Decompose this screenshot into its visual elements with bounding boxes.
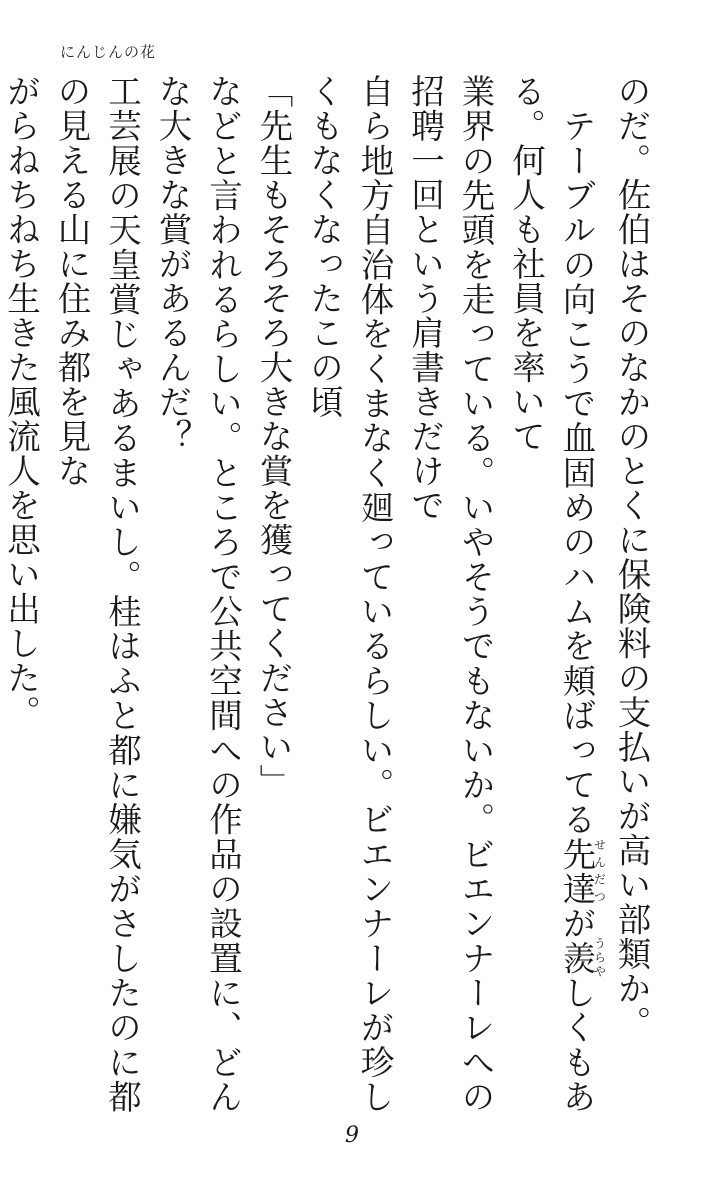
text-line: 「先生もそろそろ大きな賞を獲ってください」: [254, 74, 293, 799]
ruby-urayamashi: 羨うらや: [557, 937, 607, 980]
text-line: 業界の先頭を走っている。いやそうでもないか。ビエンナーレへの招聘一回という肩書きだけで: [405, 74, 495, 1114]
text-line: のだ。佐伯はそのなかのとくに保険料の支払いが高い部類か。: [612, 74, 651, 1040]
text-line: がらねちねち生きた風流人を思い出した。: [1, 74, 41, 730]
ruby-sendatsu: 先達せんだつ: [557, 836, 607, 907]
running-head: にんじんの花: [60, 43, 157, 61]
text-line: 工芸展の天皇賞じゃあるまいし。桂はふと都に嫌気がさしたのに都の見える山に住み都を見な: [52, 74, 142, 1114]
vertical-body-text: [1, 74, 656, 1115]
page-number: 9: [345, 1123, 359, 1148]
text-line: テーブルの向こうで血固めのハムを頬ばってる先達せんだつが羨うらやしくもある。何人も社員を率いて: [506, 74, 607, 1115]
text-line: 自ら地方自治体をくまなく廻っているらしい。ビエンナーレが珍しくもなくなったこの頃: [304, 74, 394, 1114]
text-line: などと言われるらしい。ところで公共空間への作品の設置に、どんな大きな賞があるんだ？: [153, 74, 243, 1114]
